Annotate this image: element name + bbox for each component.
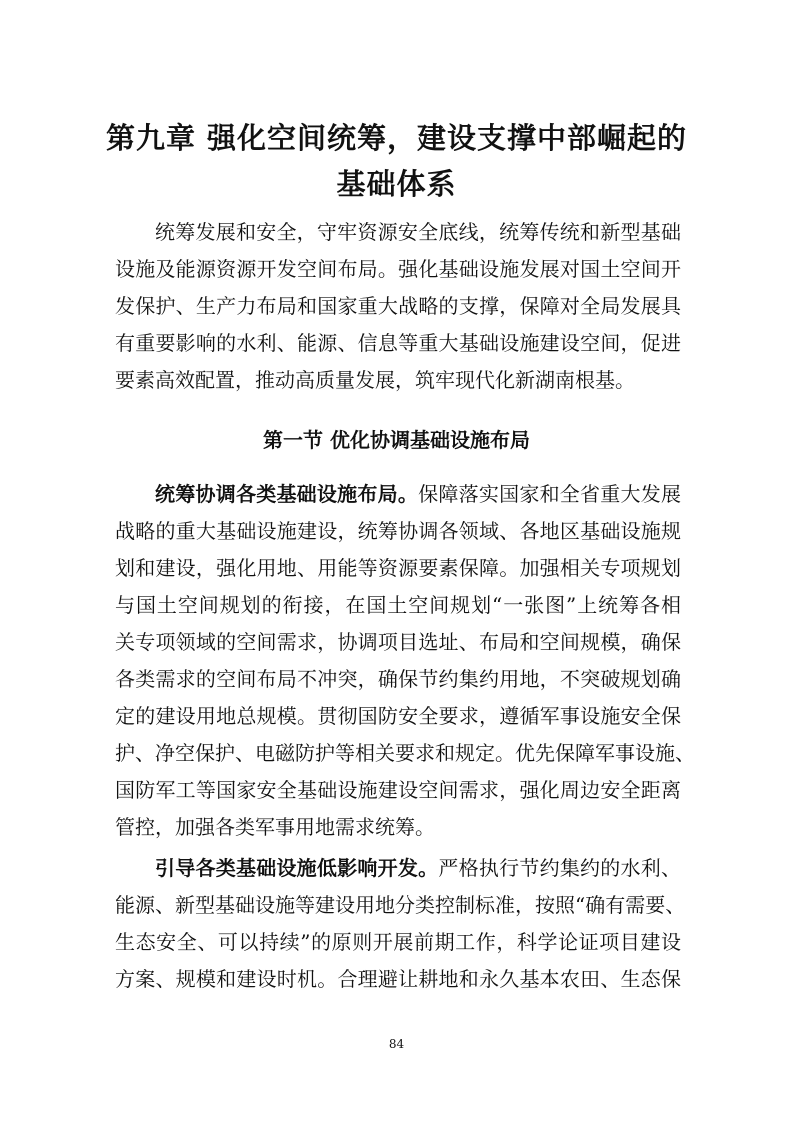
para1-lead: 统筹协调各类基础设施布局。 [155,482,419,506]
intro-line: 统筹发展和安全，守牢资源安全底线，统筹传统和新型基础 [155,220,681,244]
para2-first-rest: 严格执行节约集约的水利、 [438,856,682,880]
page-number: 84 [388,1037,405,1051]
para1-line: 护、净空保护、电磁防护等相关要求和规定。优先保障军事设施、 [115,741,695,765]
para1-line: 战略的重大基础设施建设，统筹协调各领域、各地区基础设施规 [115,519,681,543]
chapter-title-line-2: 基础体系 [336,167,457,201]
para2-line: 方案、规模和建设时机。合理避让耕地和永久基本农田、生态保 [115,967,681,991]
para1-line: 划和建设，强化用地、用能等资源要素保障。加强相关专项规划 [115,556,681,580]
intro-line: 发保护、生产力布局和国家重大战略的支撑，保障对全局发展具 [115,294,681,318]
para1-line: 关专项领域的空间需求，协调项目选址、布局和空间规模，确保 [115,630,681,654]
section-title: 第一节 优化协调基础设施布局 [263,428,530,452]
para2-first-line [115,854,681,882]
intro-line: 要素高效配置，推动高质量发展，筑牢现代化新湖南根基。 [115,368,635,392]
para2-lead: 引导各类基础设施低影响开发。 [155,856,439,880]
intro-line: 有重要影响的水利、能源、信息等重大基础设施建设空间，促进 [115,331,681,355]
para1-line: 与国土空间规划的衔接，在国土空间规划“一张图”上统筹各相 [115,593,681,617]
intro-line: 设施及能源资源开发空间布局。强化基础设施发展对国土空间开 [115,257,681,281]
chapter-title-line-1: 第九章 强化空间统筹，建设支撑中部崛起的 [105,121,688,155]
para1-line: 各类需求的空间布局不冲突，确保节约集约用地，不突破规划确 [115,667,681,691]
para1-line: 国防军工等国家安全基础设施建设空间需求，强化周边安全距离 [115,778,681,802]
para1-first-rest: 保障落实国家和全省重大发展 [418,482,682,506]
para2-line: 能源、新型基础设施等建设用地分类控制标准，按照“确有需要、 [115,893,686,917]
para2-line: 生态安全、可以持续”的原则开展前期工作，科学论证项目建设 [115,930,681,954]
para1-first-line [115,480,681,508]
para1-line: 定的建设用地总规模。贯彻国防安全要求，遵循军事设施安全保 [115,704,681,728]
para1-line: 管控，加强各类军事用地需求统筹。 [115,815,435,839]
